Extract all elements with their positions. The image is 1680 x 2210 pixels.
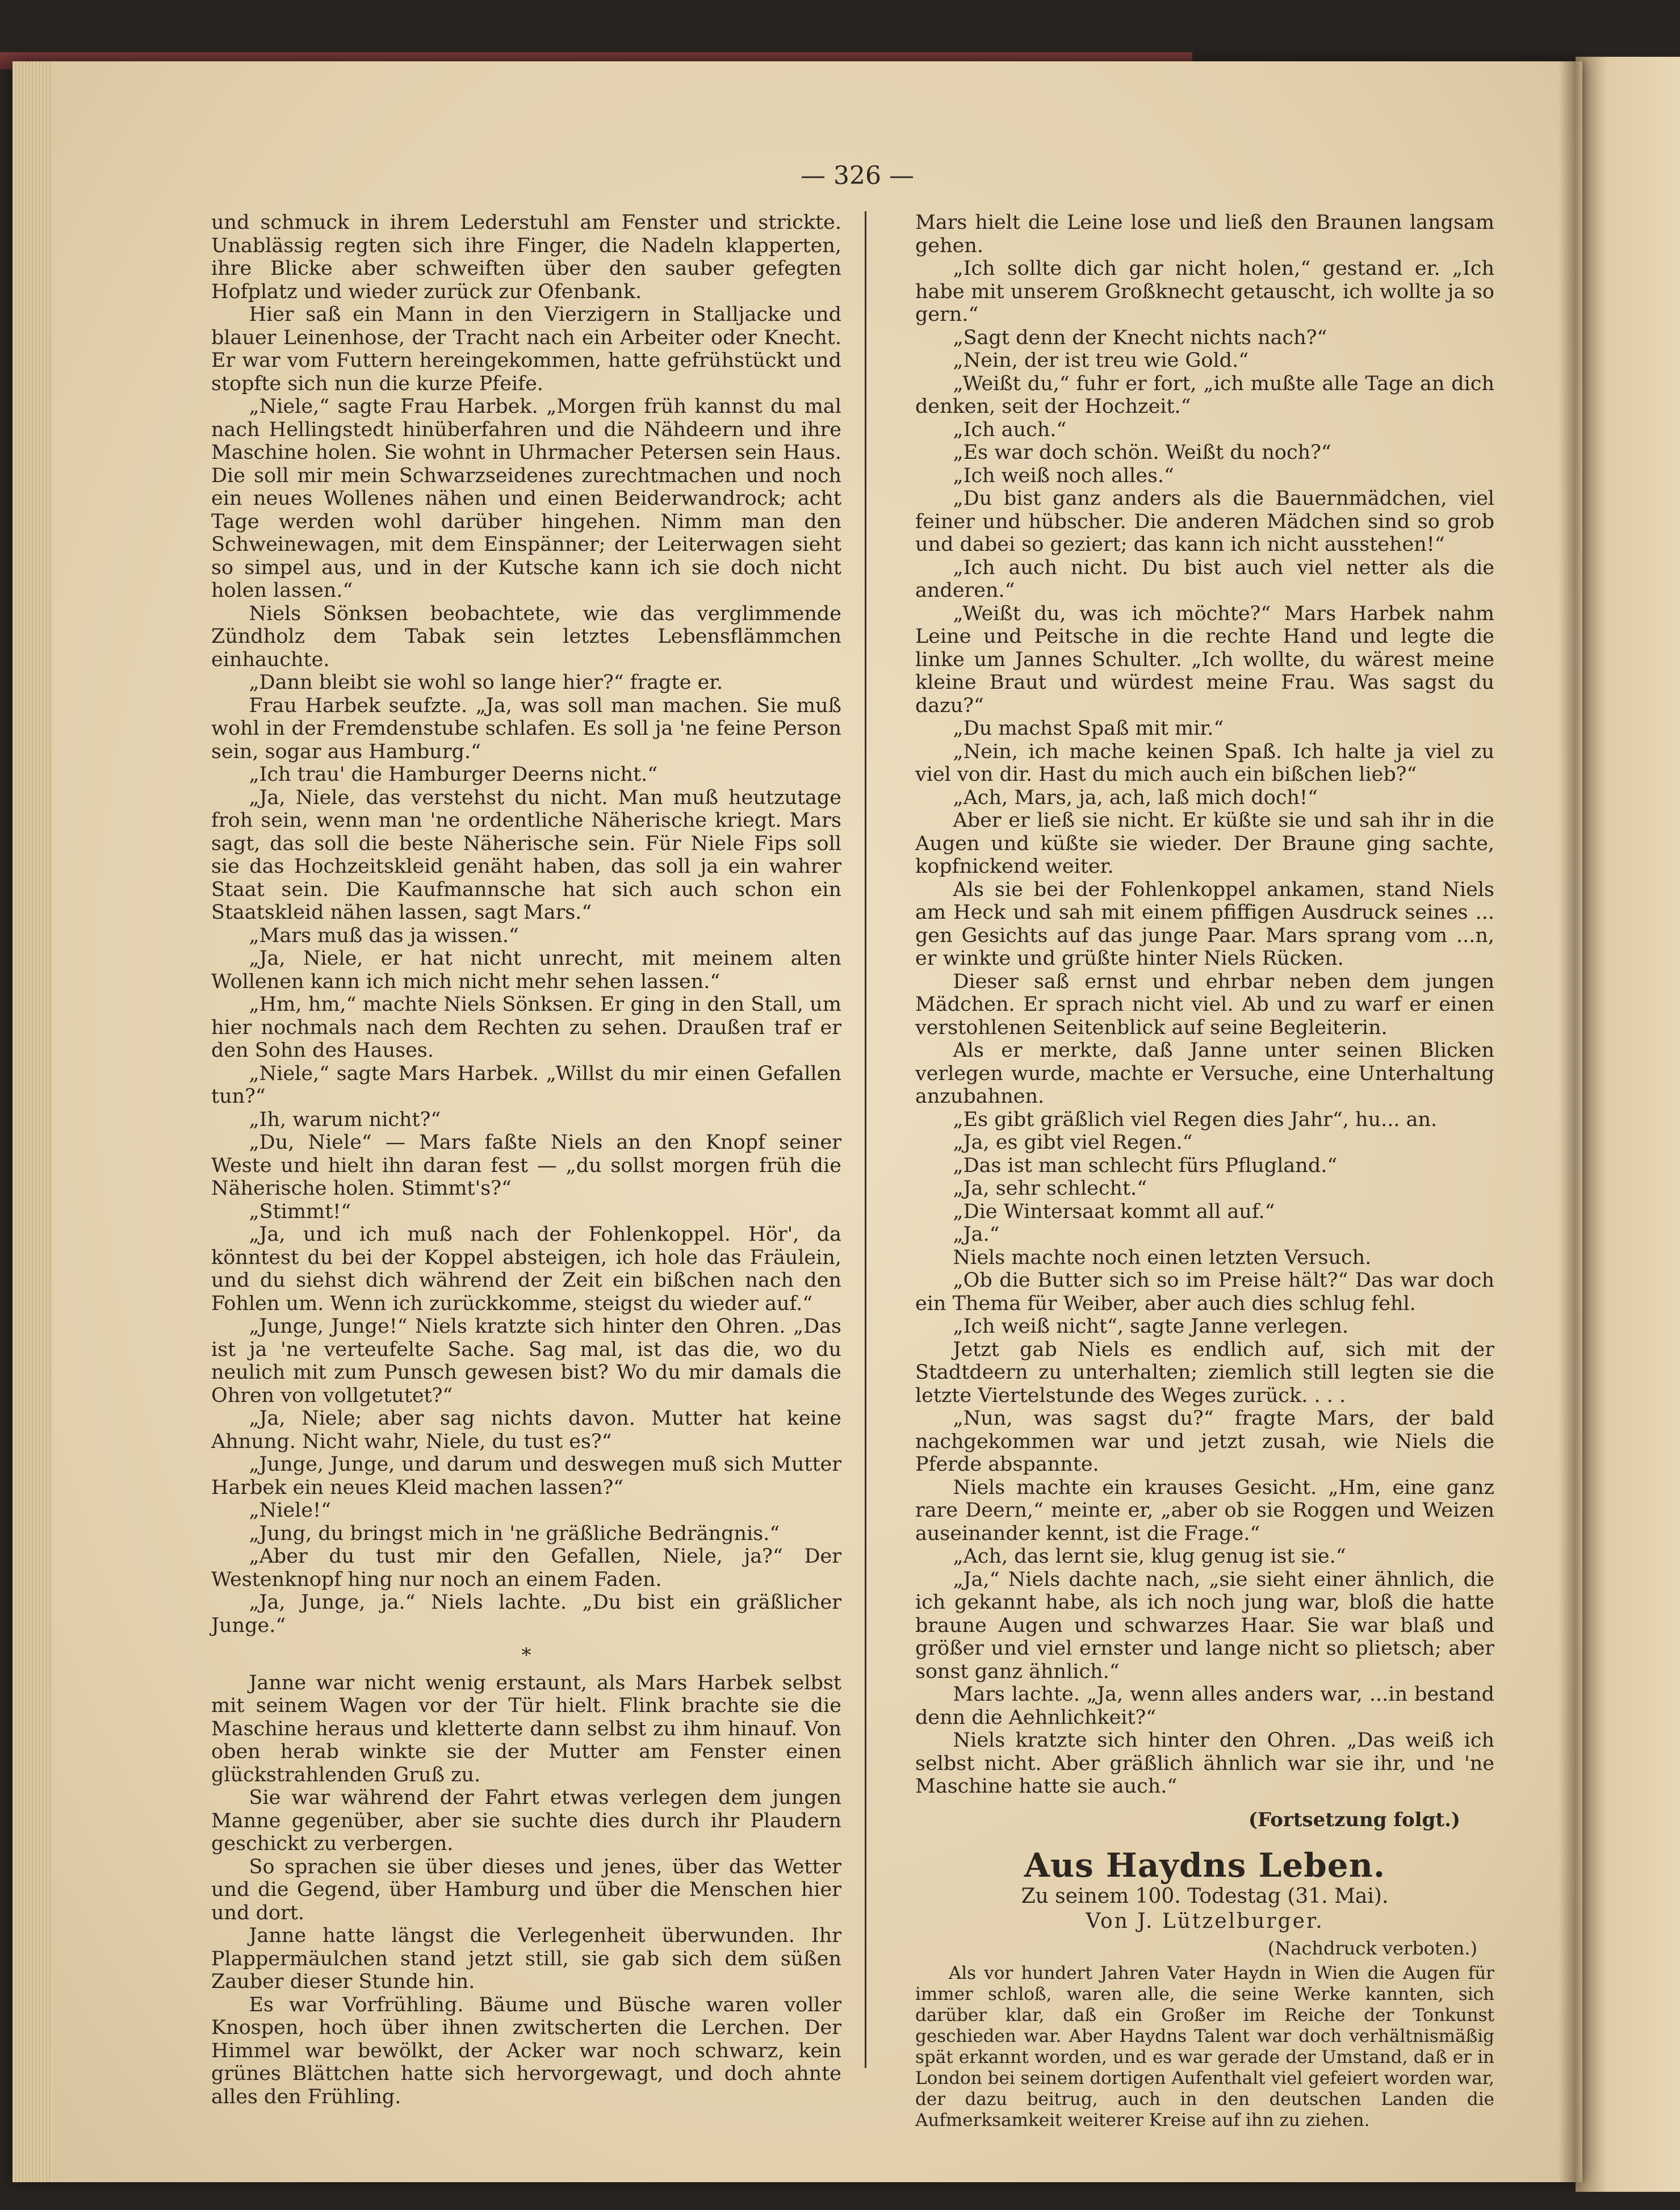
paragraph: „Du, Niele“ — Mars faßte Niels an den Knopf seiner Weste und hielt ihn daran fest — „du sollst morgen früh die Näherische holen. Stimmt's?“ (211, 1131, 841, 1200)
paragraph: Frau Harbek seufzte. „Ja, was soll man machen. Sie muß wohl in der Fremdenstube schlafen. Es soll ja 'ne feine Person sein, sogar aus Hamburg.“ (211, 694, 841, 763)
page-number: — 326 — (801, 161, 914, 190)
right-column-story (915, 211, 1494, 1798)
paragraph: Sie war während der Fahrt etwas verlegen dem jungen Manne gegenüber, aber sie suchte dies durch ihr Plaudern geschickt zu verbergen. (211, 1786, 841, 1855)
paragraph: „Ja, Niele, er hat nicht unrecht, mit meinem alten Wollenen kann ich mich nicht mehr sehen lassen.“ (211, 947, 841, 993)
paragraph: Hier saß ein Mann in den Vierzigern in Stalljacke und blauer Leinenhose, der Tracht nach ein Arbeiter oder Knecht. Er war vom Futtern hereingekommen, hatte gefrühstückt und stopfte sich nun die kurze Pfeife. (211, 303, 841, 395)
paragraph: „Du bist ganz anders als die Bauernmädchen, viel feiner und hübscher. Die anderen Mädchen sind so grob und dabei so geziert; das kann ich nicht ausstehen!“ (915, 487, 1494, 556)
paragraph: Janne war nicht wenig erstaunt, als Mars Harbek selbst mit seinem Wagen vor der Tür hielt. Flink brachte sie die Maschine heraus und kletterte dann selbst zu ihm hinauf. Von oben herab winkte sie der Mutter am Fenster einen glückstrahlenden Gruß zu. (211, 1671, 841, 1786)
reprint-notice: (Nachdruck verboten.) (1267, 1937, 1477, 1959)
paragraph: „Das ist man schlecht fürs Pflugland.“ (953, 1154, 1338, 1177)
paragraph: „Ih, warum nicht?“ (249, 1108, 441, 1131)
paragraph: Niels machte ein krauses Gesicht. „Hm, eine ganz rare Deern,“ meinte er, „aber ob sie Roggen und Weizen auseinander kennt, ist die Frage.“ (915, 1476, 1494, 1545)
paragraph: Dieser saß ernst und ehrbar neben dem jungen Mädchen. Er sprach nicht viel. Ab und zu warf er einen verstohlenen Seitenblick auf seine Begleiterin. (915, 970, 1494, 1039)
paragraph: „Du machst Spaß mit mir.“ (953, 717, 1224, 740)
paragraph: Als er merkte, daß Janne unter seinen Blicken verlegen wurde, machte er Versuche, eine Unterhaltung anzubahnen. (915, 1039, 1494, 1108)
paragraph: „Ob die Butter sich so im Preise hält?“ Das war doch ein Thema für Weiber, aber auch dies schlug fehl. (915, 1269, 1494, 1315)
article-title: Aus Haydns Leben. (1024, 1846, 1386, 1885)
paragraph: „Ach, das lernt sie, klug genug ist sie.“ (953, 1545, 1346, 1568)
paragraph: „Aber du tust mir den Gefallen, Niele, ja?“ Der Westenknopf hing nur noch an einem Faden. (211, 1545, 841, 1591)
paragraph: „Ja.“ (953, 1223, 1000, 1246)
column-rule (865, 211, 866, 2068)
right-column (915, 211, 1494, 2131)
paragraph: „Ich weiß noch alles.“ (953, 464, 1174, 487)
paragraph: „Niele,“ sagte Mars Harbek. „Willst du mir einen Gefallen tun?“ (211, 1062, 841, 1108)
paragraph: „Ja, und ich muß nach der Fohlenkoppel. Hör', da könntest du bei der Koppel absteigen, ich hole das Fräulein, und du siehst dich während der Zeit ein bißchen nach den Fohlen um. Wenn ich zurückkomme, steigst du wieder auf.“ (211, 1223, 841, 1315)
paragraph: und schmuck in ihrem Lederstuhl am Fenster und strickte. Unablässig regten sich ihre Finger, die Nadeln klapperten, ihre Blicke aber schweiften über den sauber gefegten Hofplatz und wieder zurück zur Ofenbank. (211, 211, 841, 303)
paragraph: „Ich trau' die Hamburger Deerns nicht.“ (249, 763, 658, 786)
paragraph: Niels Sönksen beobachtete, wie das verglimmende Zündholz dem Tabak sein letztes Lebensflämmchen einhauchte. (211, 602, 841, 671)
paragraph: Jetzt gab Niels es endlich auf, sich mit der Stadtdeern zu unterhalten; ziemlich still legten sie die letzte Viertelstunde des Weges zurück. . . . (915, 1338, 1494, 1407)
paragraph: „Es war doch schön. Weißt du noch?“ (953, 441, 1331, 464)
paragraph: „Nun, was sagst du?“ fragte Mars, der bald nachgekommen war und jetzt zusah, wie Niels die Pferde abspannte. (915, 1407, 1494, 1476)
paragraph: „Ich sollte dich gar nicht holen,“ gestand er. „Ich habe mit unserem Großknecht getauscht, ich wollte ja so gern.“ (915, 257, 1494, 326)
adjacent-page-edge (1576, 57, 1680, 2192)
article-subtitle: Zu seinem 100. Todestag (31. Mai). (1021, 1884, 1389, 1908)
continuation-note: (Fortsetzung folgt.) (1248, 1808, 1460, 1831)
paragraph: „Die Wintersaat kommt all auf.“ (953, 1200, 1275, 1223)
left-column-story-continued (211, 1672, 841, 2109)
paragraph: Janne hatte längst die Verlegenheit überwunden. Ihr Plappermäulchen stand jetzt still, sie gab sich dem süßen Zauber dieser Stunde hin. (211, 1924, 841, 1993)
paragraph: Es war Vorfrühling. Bäume und Büsche waren voller Knospen, hoch über ihnen zwitscherten die Lerchen. Der Himmel war bewölkt, der Acker war noch schwarz, kein grünes Blättchen hatte sich hervorgewagt, und doch ahnte alles den Frühling. (211, 1993, 841, 2108)
paragraph: „Nein, der ist treu wie Gold.“ (953, 349, 1249, 372)
paragraph: „Sagt denn der Knecht nichts nach?“ (953, 326, 1327, 349)
left-column-story (211, 211, 841, 1637)
paragraph: „Ja,“ Niels dachte nach, „sie sieht einer ähnlich, die ich gekannt habe, als ich noch jung war, bloß die hatte braune Augen und schwarzes Haar. Sie war blaß und größer und viel ernster und lange nicht so plietsch; aber sonst ganz ähnlich.“ (915, 1568, 1494, 1683)
paragraph: „Junge, Junge, und darum und deswegen muß sich Mutter Harbek ein neues Kleid machen lassen?“ (211, 1453, 841, 1499)
paragraph: „Weißt du,“ fuhr er fort, „ich mußte alle Tage an dich denken, seit der Hochzeit.“ (915, 372, 1494, 418)
paragraph: „Dann bleibt sie wohl so lange hier?“ fragte er. (249, 671, 723, 694)
paragraph: „Niele,“ sagte Frau Harbek. „Morgen früh kannst du mal nach Hellingstedt hinüberfahren und die Nähdeern und ihre Maschine holen. Sie wohnt in Uhrmacher Petersen sein Haus. Die soll mir mein Schwarzseidenes zurechtmachen und noch ein neues Wollenes nähen und einen Beiderwandrock; acht Tage werden wohl darüber hingehen. Nimm man den Schweinewagen, mit dem Einspänner; der Leiterwagen sieht so simpel aus, und in der Kutsche kann ich sie doch nicht holen lassen.“ (211, 395, 841, 602)
paragraph: „Ich weiß nicht“, sagte Janne verlegen. (953, 1315, 1349, 1338)
paragraph: Mars lachte. „Ja, wenn alles anders war, ...in bestand denn die Aehnlichkeit?“ (915, 1683, 1494, 1729)
paragraph: Niels kratzte sich hinter den Ohren. „Das weiß ich selbst nicht. Aber gräßlich ähnlich war sie ihr, und 'ne Maschine hatte sie auch.“ (915, 1729, 1494, 1798)
paragraph: Niels machte noch einen letzten Versuch. (953, 1246, 1372, 1269)
paragraph: „Ich auch.“ (953, 418, 1067, 441)
page-stack-edge (12, 61, 52, 2182)
paragraph: „Niele!“ (249, 1499, 332, 1522)
paragraph: „Jung, du bringst mich in 'ne gräßliche Bedrängnis.“ (249, 1522, 780, 1545)
paragraph: „Junge, Junge!“ Niels kratzte sich hinter den Ohren. „Das ist ja 'ne verteufelte Sache. Sag mal, ist das die, wo du neulich mit zum Punsch gewesen bist? Wo du mir damals die Ohren von vollgetutet?“ (211, 1315, 841, 1407)
article-paragraph: Als vor hundert Jahren Vater Haydn in Wien die Augen für immer schloß, waren alle, die seine Werke kannten, sich darüber klar, daß ein Großer im Reiche der Tonkunst geschieden war. Aber Haydns Talent war doch verhältnismäßig spät erkannt worden, und es war gerade der Umstand, daß er in London bei seinem dortigen Aufenthalt viel gefeiert worden war, der dazu beitrug, auch in den deutschen Landen die Aufmerksamkeit weiterer Kreise auf ihn zu ziehen. (915, 1963, 1494, 2131)
paragraph: „Ja, Niele; aber sag nichts davon. Mutter hat keine Ahnung. Nicht wahr, Niele, du tust es?“ (211, 1407, 841, 1453)
paragraph: „Ja, sehr schlecht.“ (953, 1177, 1147, 1200)
paragraph: Mars hielt die Leine lose und ließ den Braunen langsam gehen. (915, 211, 1494, 257)
article-author: Von J. Lützelburger. (1086, 1910, 1324, 1933)
section-separator: * (521, 1644, 531, 1667)
paragraph: „Nein, ich mache keinen Spaß. Ich halte ja viel zu viel von dir. Hast du mich auch ein bißchen lieb?“ (915, 740, 1494, 786)
paragraph: „Ach, Mars, ja, ach, laß mich doch!“ (953, 786, 1318, 809)
paragraph: Als sie bei der Fohlenkoppel ankamen, stand Niels am Heck und sah mit einem pfiffigen Ausdruck seines ... gen Gesichts auf das junge Paar. Mars sprang vom ...n, er winkte und grüßte hinter Niels Rücken. (915, 878, 1494, 970)
paragraph: „Ja, Niele, das verstehst du nicht. Man muß heutzutage froh sein, wenn man 'ne ordentliche Näherische kriegt. Mars sagt, das soll die beste Näherische sein. Für Niele Fips soll sie das Hochzeitskleid genäht haben, das soll ja ein wahrer Staat sein. Die Kaufmannsche hat sich auch schon ein Staatskleid nähen lassen, sagt Mars.“ (211, 786, 841, 924)
left-column (211, 211, 841, 2108)
paragraph: „Ja, Junge, ja.“ Niels lachte. „Du bist ein gräßlicher Junge.“ (211, 1591, 841, 1637)
paragraph: „Ja, es gibt viel Regen.“ (953, 1131, 1193, 1154)
paragraph: „Weißt du, was ich möchte?“ Mars Harbek nahm Leine und Peitsche in die rechte Hand und legte die linke um Jannes Schulter. „Ich wollte, du wärest meine kleine Braut und würdest meine Frau. Was sagst du dazu?“ (915, 602, 1494, 717)
paragraph: Aber er ließ sie nicht. Er küßte sie und sah ihr in die Augen und küßte sie wieder. Der Braune ging sachte, kopfnickend weiter. (915, 809, 1494, 878)
gutter-shadow (1558, 61, 1587, 2182)
article-body (915, 1963, 1494, 2131)
paragraph: So sprachen sie über dieses und jenes, über das Wetter und die Gegend, über Hamburg und über die Menschen hier und dort. (211, 1855, 841, 1924)
paragraph: „Hm, hm,“ machte Niels Sönksen. Er ging in den Stall, um hier nochmals nach dem Rechten zu sehen. Draußen traf er den Sohn des Hauses. (211, 993, 841, 1062)
paragraph: „Es gibt gräßlich viel Regen dies Jahr“, hu... an. (953, 1108, 1438, 1131)
paragraph: „Ich auch nicht. Du bist auch viel netter als die anderen.“ (915, 556, 1494, 602)
paragraph: „Mars muß das ja wissen.“ (249, 924, 519, 947)
paragraph: „Stimmt!“ (249, 1200, 351, 1223)
